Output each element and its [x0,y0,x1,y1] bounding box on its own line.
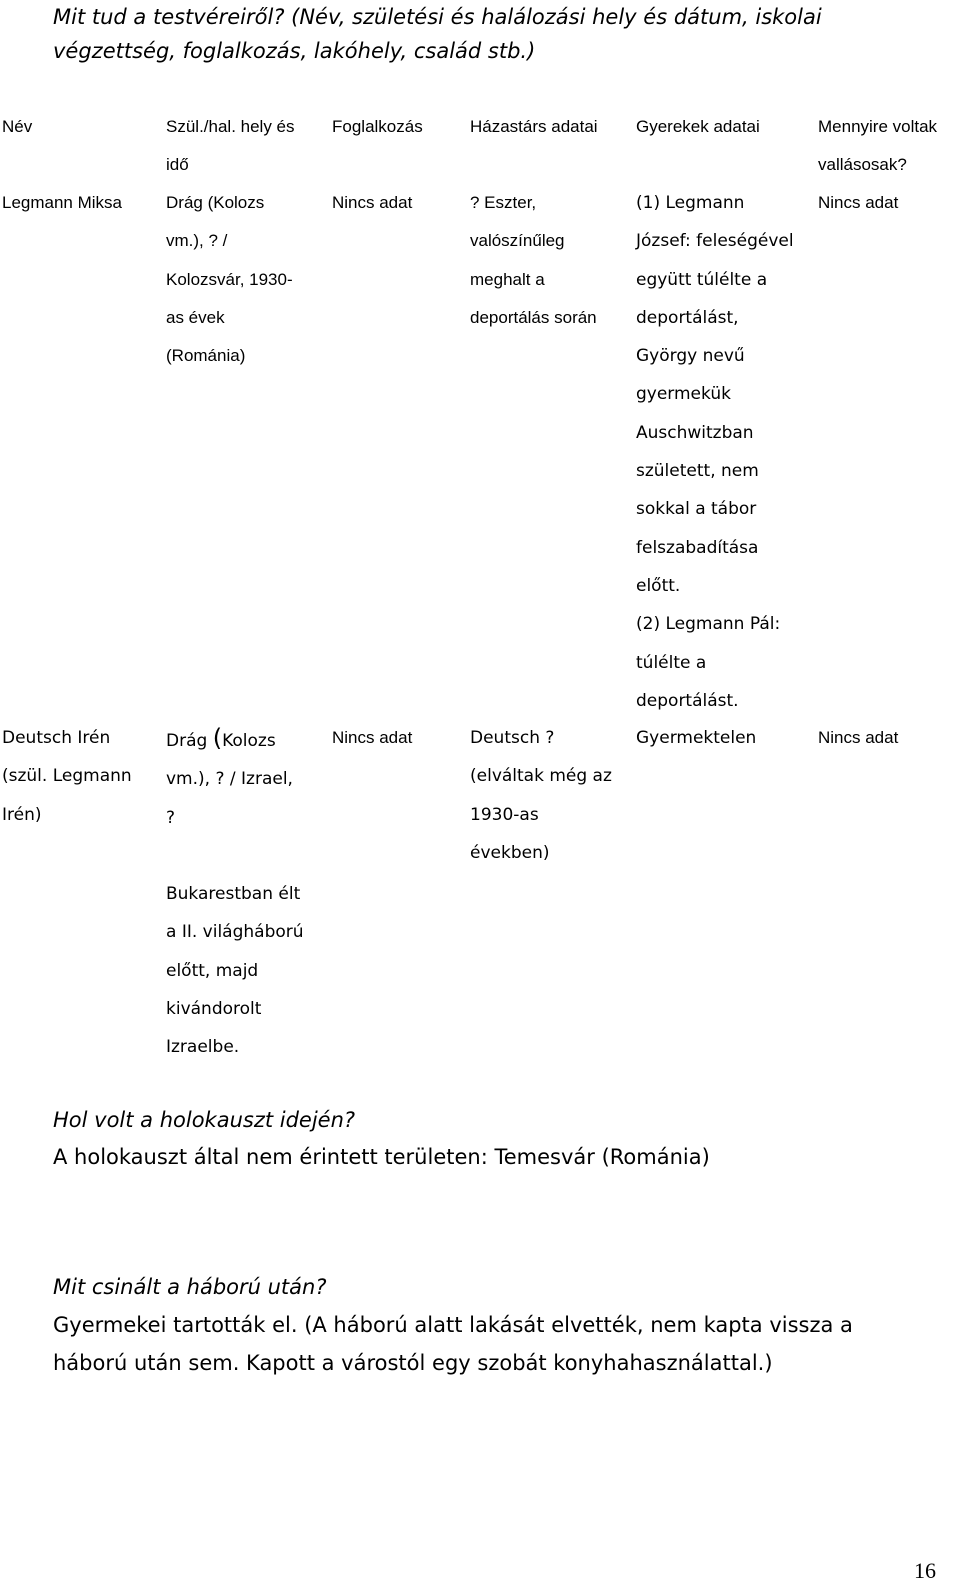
question-after-war: Mit csinált a háború után? [53,1275,327,1299]
cell-spouse: ? Eszter, valószínűleg meghalt a deportálás során [470,193,597,327]
siblings-table [0,108,960,1074]
cell-birth-death-rest: Kolozs vm.), ? / Izrael, ? Bukarestban élt a II. világháború előtt, majd kivándorolt Izraelbe. [166,731,304,1058]
cell-children: Gyermektelen [636,728,757,748]
table-header-row [0,108,960,184]
cell-birth-death: Drág (Kolozs vm.), ? / Kolozsvár, 1930- as évek (Románia) [166,193,293,366]
cell-spouse: Deutsch ? (elváltak még az 1930-as években) [470,728,612,863]
answer-holocaust: A holokauszt által nem érintett területen: Temesvár (Románia) [53,1145,710,1169]
cell-name: Deutsch Irén (szül. Legmann Irén) [2,728,132,825]
cell-name: Legmann Miksa [2,193,123,212]
cell-occupation: Nincs adat [332,728,413,747]
table-row [0,719,960,1074]
cell-religiosity: Nincs adat [818,193,899,212]
header-occupation: Foglalkozás [332,117,423,136]
header-children: Gyerekek adatai [636,117,760,136]
cell-birth-death-paren: ( [212,724,223,752]
answer-after-war: Gyermekei tartották el. (A háború alatt lakását elvették, nem kapta vissza a háború után sem. Kapott a várostól egy szobát konyhahasználattal.) [53,1313,853,1375]
header-name: Név [2,117,33,136]
cell-birth-death-start: Drág [166,731,213,751]
question-siblings [53,0,822,68]
question-siblings-text: Mit tud a testvéreiről? (Név, születési és halálozási hely és dátum, iskolai végzettség, foglalkozás, lakóhely, család stb.) [53,5,822,63]
table-row [0,184,960,719]
cell-children: (1) Legmann József: feleségével együtt túlélte a deportálást, György nevű gyermekük Auschwitzban született, nem sokkal a tábor felszabadítása előtt. (2) Legmann Pál: túlélte a deportálást. [636,193,794,711]
cell-birth-death [166,719,332,1074]
cell-occupation: Nincs adat [332,193,413,212]
header-spouse: Házastárs adatai [470,117,598,136]
page-number: 16 [914,1558,936,1583]
header-religiosity: Mennyire voltak vallásosak? [818,117,938,175]
question-holocaust: Hol volt a holokauszt idején? [53,1108,356,1132]
header-birth-death: Szül./hal. hely és idő [166,117,295,175]
cell-religiosity: Nincs adat [818,728,899,747]
